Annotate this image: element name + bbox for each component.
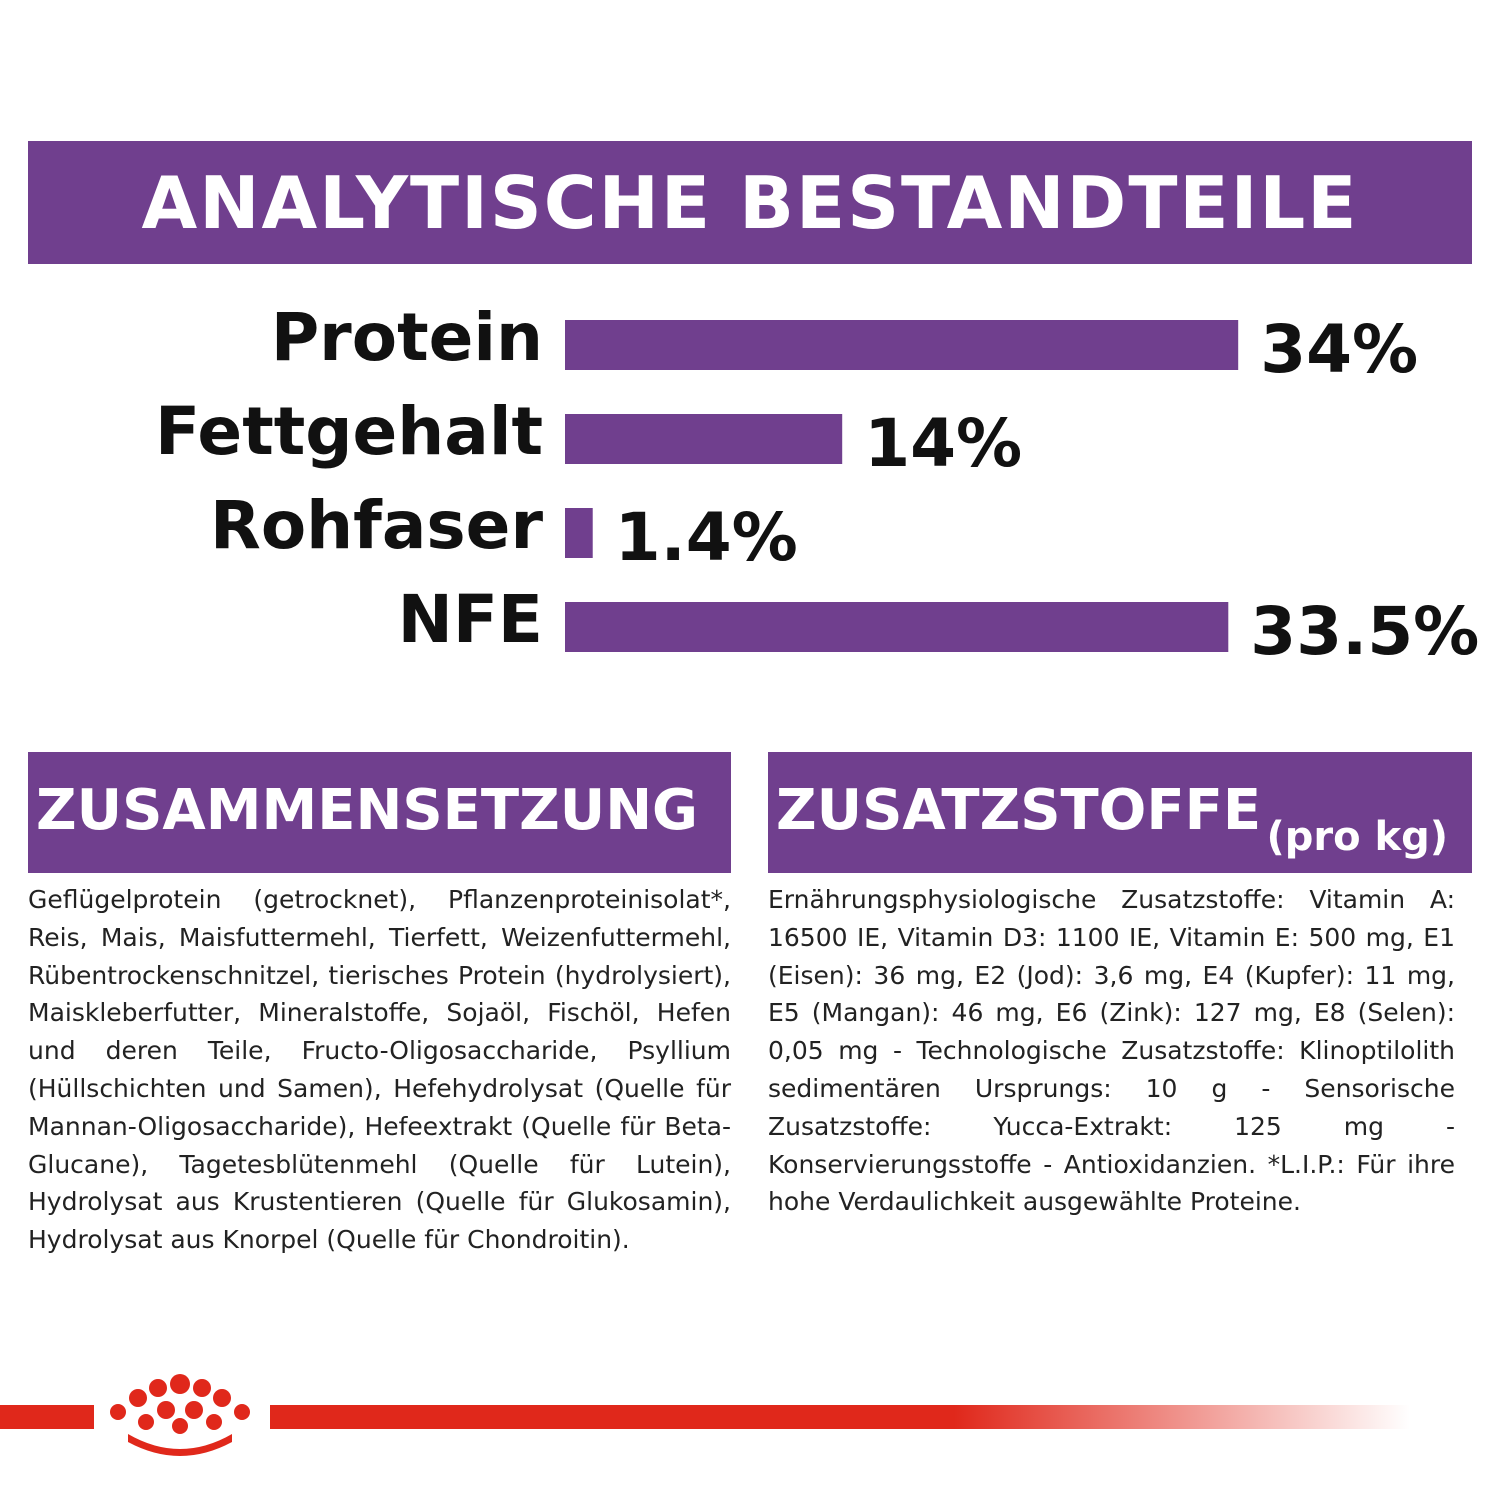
bar-value-label: 14% [864,405,1023,482]
crown-logo-icon [100,1370,260,1460]
bar [565,508,593,558]
bar-value-label: 33.5% [1250,593,1480,670]
bar [565,414,842,464]
additives-title: ZUSATZSTOFFE [776,778,1262,843]
composition-title: ZUSAMMENSETZUNG [36,778,699,843]
bar [565,602,1228,652]
bar-category-label: NFE [397,581,543,658]
bar-category-label: Protein [270,299,543,376]
bar-category-label: Fettgehalt [155,393,543,470]
analysis-title-banner [28,141,1472,264]
footer-accent-line-right [270,1405,1410,1429]
analysis-bar-chart [0,280,1500,680]
additives-unit: (pro kg) [1266,814,1448,860]
bar-category-label: Rohfaser [210,487,543,564]
bar [565,320,1238,370]
additives-title-banner [768,752,1472,873]
bar-value-label: 34% [1260,311,1419,388]
analysis-title: ANALYTISCHE BESTANDTEILE [141,160,1359,245]
composition-text: Geflügelprotein (getrocknet), Pflanzenproteinisolat*, Reis, Mais, Maisfuttermehl, Tierfett, Weizenfuttermehl, Rübentrockenschnitzel, tierisches Protein (hydrolysiert), Maiskleberfutter, Mineralstoffe, Sojaöl, Fischöl, Hefen und deren Teile, Fructo-Oligosaccharide, Psyllium (Hüllschichten und Samen), Hefehydrolysat (Quelle für Mannan-Oligosaccharide), Hefeextrakt (Quelle für Beta-Glucane), Tagetesblütenmehl (Quelle für Lutein), Hydrolysat aus Krustentieren (Quelle für Glukosamin), Hydrolysat aus Knorpel (Quelle für Chondroitin). [28,885,731,1255]
bar-value-label: 1.4% [614,499,798,576]
additives-text: Ernährungsphysiologische Zusatzstoffe: Vitamin A: 16500 IE, Vitamin D3: 1100 IE, Vitamin E: 500 mg, E1 (Eisen): 36 mg, E2 (Jod): 3,6 mg, E4 (Kupfer): 11 mg, E5 (Mangan): 46 mg, E6 (Zink): 127 mg, E8 (Selen): 0,05 mg - Technologische Zusatzstoffe: Klinoptilolith sedimentären Ursprungs: 10 g - Sensorische Zusatzstoffe: Yucca-Extrakt: 125 mg - Konservierungsstoffe - Antioxidanzien. *L.I.P.: Für ihre hohe Verdaulichkeit ausgewählte Proteine. [768,885,1455,1217]
composition-title-banner [28,752,731,873]
footer-accent-line-left [0,1405,94,1429]
